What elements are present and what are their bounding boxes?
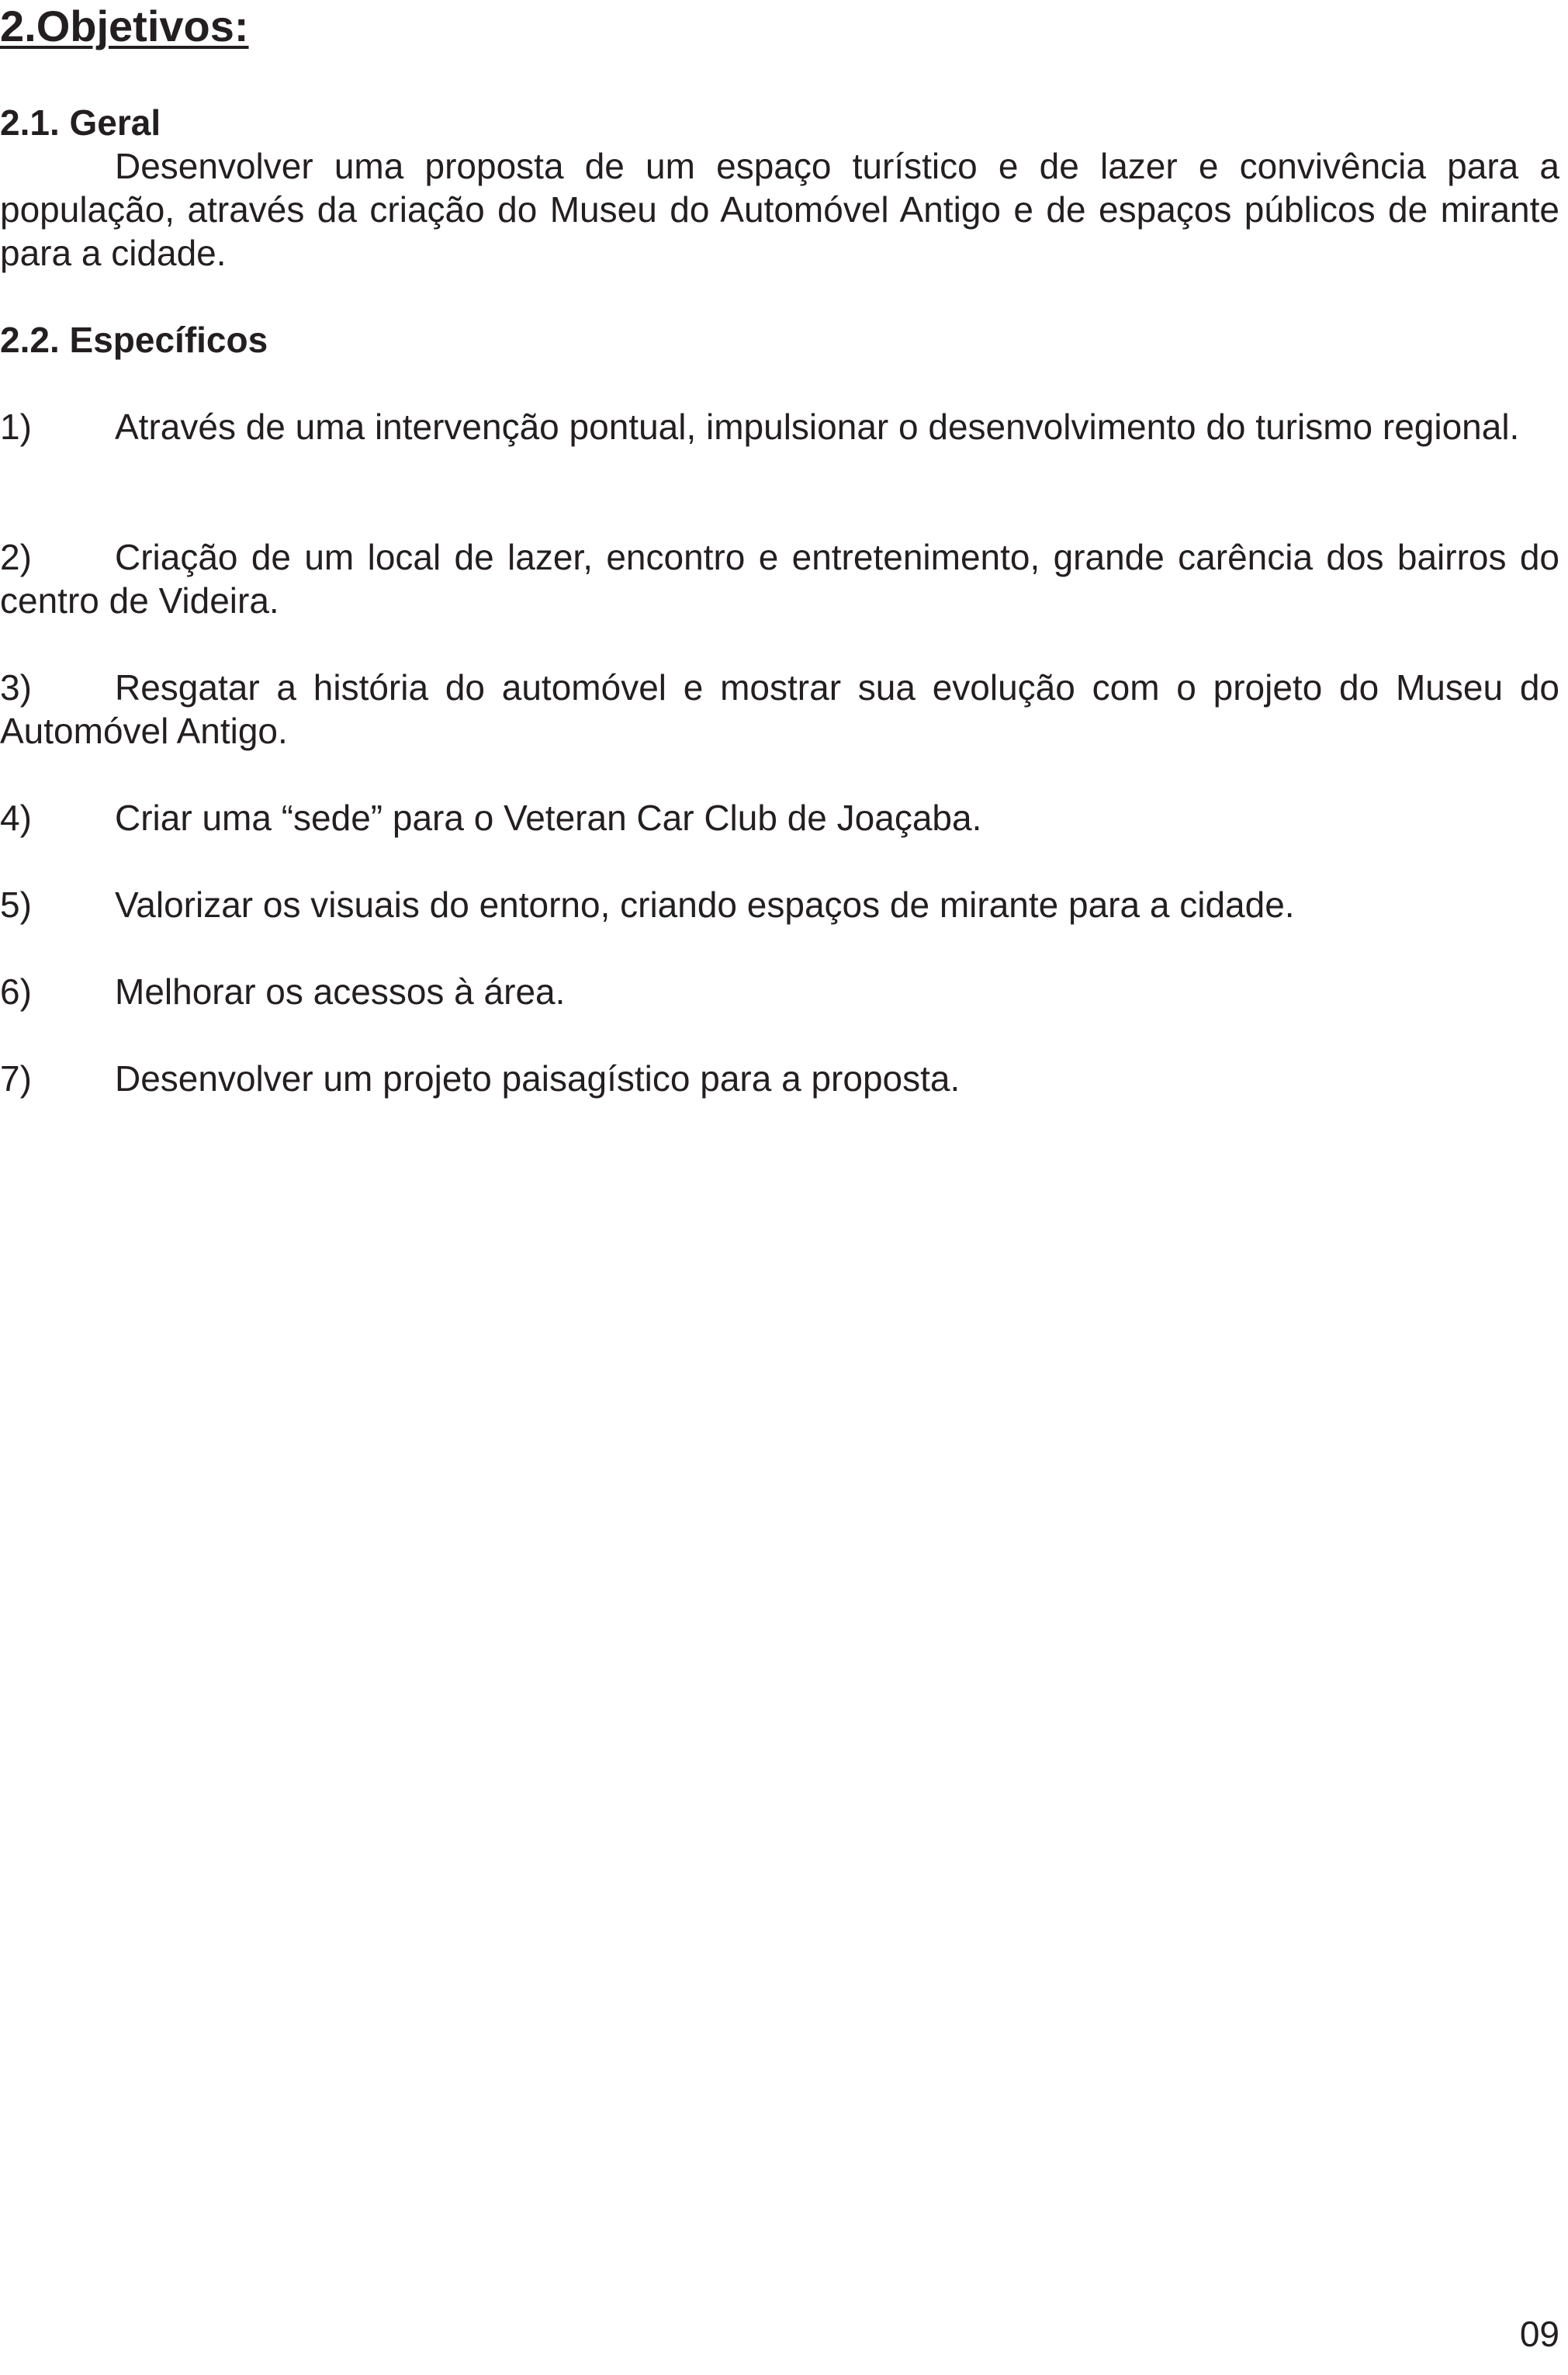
list-item-number: 5) — [0, 885, 32, 925]
list-item — [0, 883, 1559, 926]
list-item-text: Valorizar os visuais do entorno, criando espaços de mirante para a cidade. — [115, 885, 1295, 925]
list-item-text: Melhorar os acessos à área. — [115, 971, 566, 1012]
list-item-text: Criar uma “sede” para o Veteran Car Club de Joaçaba. — [115, 798, 982, 838]
page-number: 09 — [1519, 2314, 1559, 2354]
specific-objectives-heading: 2.2. Específicos — [0, 320, 268, 360]
general-objective-heading: 2.1. Geral — [0, 102, 161, 143]
list-item-number: 1) — [0, 407, 32, 447]
section-title: 2.Objetivos: — [0, 2, 249, 50]
list-item-number: 3) — [0, 667, 32, 708]
list-item-number: 2) — [0, 537, 32, 577]
list-item — [0, 405, 1559, 448]
list-item — [0, 666, 1559, 753]
list-item-text: Resgatar a história do automóvel e mostrar sua evolução com o projeto do Museu do Automóvel Antigo. — [0, 667, 1559, 751]
list-item — [0, 535, 1559, 622]
list-item — [0, 1057, 1559, 1100]
list-item — [0, 796, 1559, 840]
list-item — [0, 970, 1559, 1013]
list-item-number: 7) — [0, 1058, 32, 1099]
list-item-number: 4) — [0, 798, 32, 838]
list-item-number: 6) — [0, 971, 32, 1012]
general-objective-text: Desenvolver uma proposta de um espaço turístico e de lazer e convivência para a população, através da criação do Museu do Automóvel Antigo e de espaços públicos de mirante para a cidade. — [0, 146, 1559, 273]
list-item-text: Criação de um local de lazer, encontro e entretenimento, grande carência dos bairros do centro de Videira. — [0, 537, 1559, 621]
list-item-text: Desenvolver um projeto paisagístico para a proposta. — [115, 1058, 961, 1099]
list-item-text: Através de uma intervenção pontual, impulsionar o desenvolvimento do turismo regional. — [115, 407, 1520, 447]
